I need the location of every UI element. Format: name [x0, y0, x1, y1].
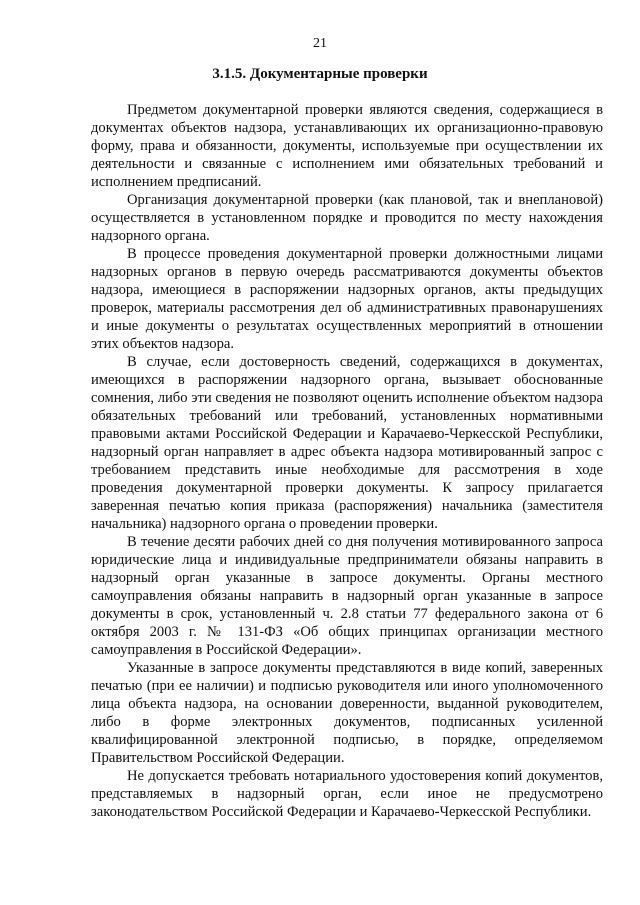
paragraph-request: В случае, если достоверность сведений, содержащихся в документах, имеющихся в распоряжении надзорного органа, вызывает обоснованные сомнения, либо эти сведения не позволяют оценить исполнение объектом надзора обязательных требований или требований, установленных нормативными правовыми актами Российской Федерации и Карачаево-Черкесской Республики, надзорный орган направляет в адрес объекта надзора мотивированный запрос с требованием представить иные необходимые для рассмотрения в ходе проведения документарной проверки документы. К запросу прилагается заверенная печатью копия приказа (распоряжения) начальника (заместителя начальника) надзорного органа о проведении проверки. — [91, 354, 603, 532]
paragraph-organization: Организация документарной проверки (как плановой, так и внеплановой) осуществляется в установленном порядке и проводится по месту нахождения надзорного органа. — [91, 192, 603, 244]
paragraph-deadline: В течение десяти рабочих дней со дня получения мотивированного запроса юридические лица и индивидуальные предприниматели обязаны направить в надзорный орган указанные в запросе документы. Органы местного самоуправления обязаны направить в надзорный орган указанные в запросе документы в срок, установленный ч. 2.8 статьи 77 федерального закона от 6 октября 2003 г. № 131-ФЗ «Об общих принципах организации местного самоуправления в Российской Федерации». — [91, 534, 603, 658]
body-text — [91, 101, 603, 821]
paragraph-process: В процессе проведения документарной проверки должностными лицами надзорных органов в первую очередь рассматриваются документы объектов надзора, имеющиеся в распоряжении надзорных органов, акты предыдущих проверок, материалы рассмотрения дел об административных правонарушениях и иные документы о результатах осуществленных мероприятий в отношении этих объектов надзора. — [91, 246, 603, 352]
page-number: 21 — [313, 36, 327, 51]
paragraph-subject: Предметом документарной проверки являются сведения, содержащиеся в документах объектов надзора, устанавливающих их организационно-правовую форму, права и обязанности, документы, используемые при осуществлении их деятельности и связанные с исполнением ими обязательных требований и исполнением предписаний. — [91, 102, 603, 190]
paragraph-copies: Указанные в запросе документы представляются в виде копий, заверенных печатью (при ее наличии) и подписью руководителя или иного уполномоченного лица объекта надзора, на основании доверенности, выданной руководителем, либо в форме электронных документов, подписанных усиленной квалифицированной электронной подписью, в порядке, определяемом Правительством Российской Федерации. — [91, 660, 603, 766]
section-title: 3.1.5. Документарные проверки — [212, 66, 428, 82]
paragraph-notary: Не допускается требовать нотариального удостоверения копий документов, представляемых в надзорный орган, если иное не предусмотрено законодательством Российской Федерации и Карачаево-Черкесской Республики. — [91, 768, 603, 820]
